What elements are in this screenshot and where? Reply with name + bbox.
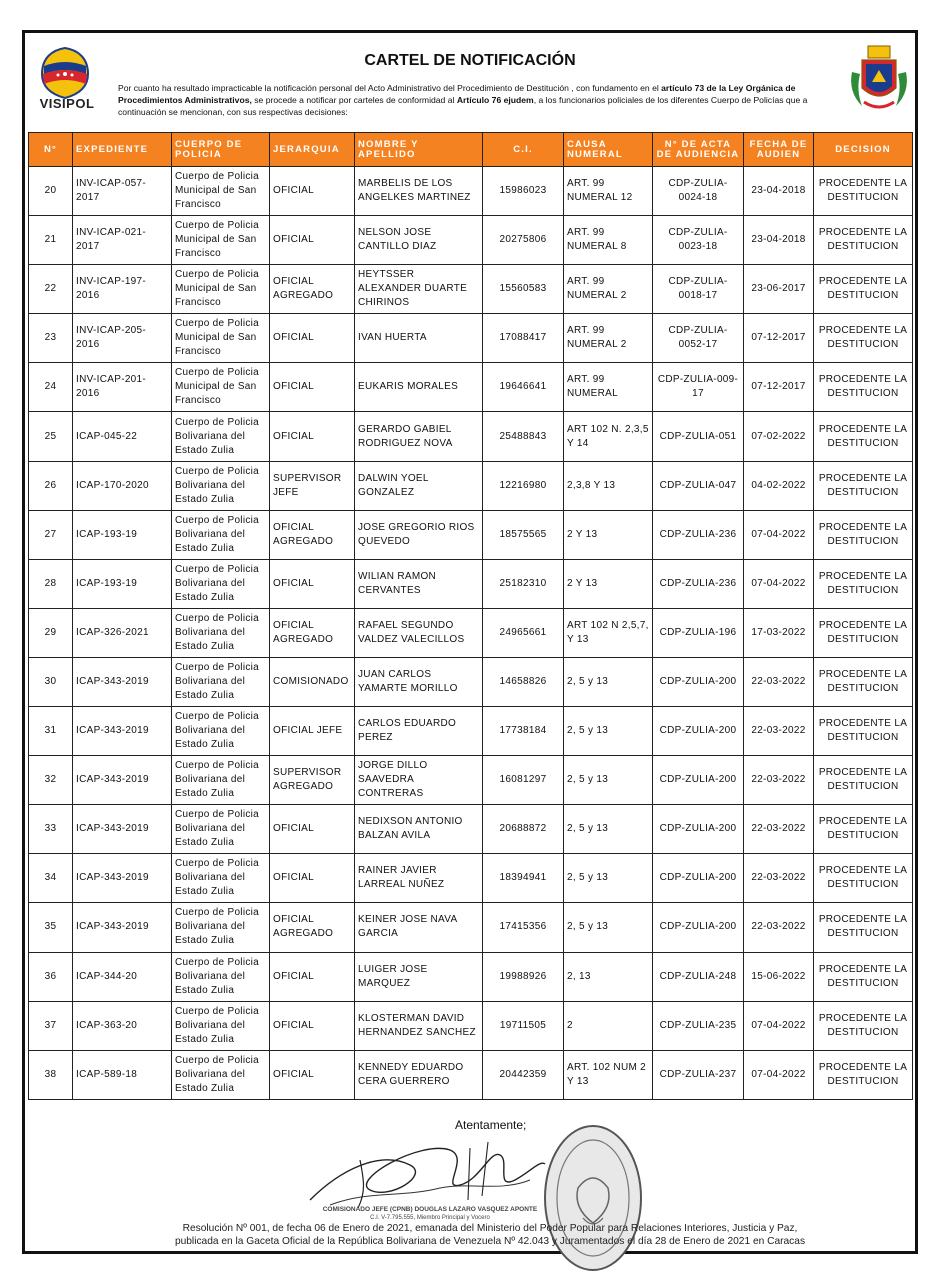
table-row xyxy=(29,903,913,952)
row-number: 29 xyxy=(29,608,73,657)
row-number: 24 xyxy=(29,363,73,412)
row-causa: 2 xyxy=(564,1001,653,1050)
row-cuerpo: Cuerpo de Policia Bolivariana del Estado Zulia xyxy=(172,854,270,903)
row-ci: 12216980 xyxy=(483,461,564,510)
row-ci: 17088417 xyxy=(483,314,564,363)
row-nombre: JUAN CARLOS YAMARTE MORILLO xyxy=(355,657,483,706)
row-decision: PROCEDENTE LA DESTITUCION xyxy=(814,805,913,854)
row-decision: PROCEDENTE LA DESTITUCION xyxy=(814,1001,913,1050)
row-ci: 16081297 xyxy=(483,756,564,805)
official-seal-stamp xyxy=(538,1118,648,1278)
row-causa: 2, 5 y 13 xyxy=(564,707,653,756)
row-fecha: 07-12-2017 xyxy=(744,363,814,412)
row-fecha: 22-03-2022 xyxy=(744,707,814,756)
row-expediente: INV-ICAP-201-2016 xyxy=(73,363,172,412)
row-acta: CDP-ZULIA-200 xyxy=(653,903,744,952)
row-jerarquia: OFICIAL AGREGADO xyxy=(270,510,355,559)
table-row xyxy=(29,756,913,805)
row-nombre: DALWIN YOEL GONZALEZ xyxy=(355,461,483,510)
row-nombre: EUKARIS MORALES xyxy=(355,363,483,412)
row-decision: PROCEDENTE LA DESTITUCION xyxy=(814,707,913,756)
row-fecha: 07-04-2022 xyxy=(744,510,814,559)
row-causa: ART. 99 NUMERAL 8 xyxy=(564,216,653,265)
row-cuerpo: Cuerpo de Policia Municipal de San Francisco xyxy=(172,314,270,363)
row-ci: 15986023 xyxy=(483,167,564,216)
intro-bold-1: artículo 73 de la Ley Orgánica de Procedimientos Administrativos, xyxy=(118,83,796,105)
table-row xyxy=(29,265,913,314)
column-header-decision: DECISION xyxy=(814,133,913,167)
row-jerarquia: OFICIAL xyxy=(270,854,355,903)
intro-paragraph xyxy=(118,82,824,118)
row-fecha: 07-04-2022 xyxy=(744,1001,814,1050)
row-jerarquia: OFICIAL xyxy=(270,167,355,216)
table-row xyxy=(29,363,913,412)
row-ci: 17415356 xyxy=(483,903,564,952)
table-row xyxy=(29,461,913,510)
row-decision: PROCEDENTE LA DESTITUCION xyxy=(814,461,913,510)
intro-text-3: , a los funcionarios policiales de los diferentes Cuerpo de Policías que a continuación se mencionan, con sus respectivas decisiones: xyxy=(118,95,808,117)
row-ci: 14658826 xyxy=(483,657,564,706)
row-jerarquia: OFICIAL AGREGADO xyxy=(270,608,355,657)
row-ci: 18394941 xyxy=(483,854,564,903)
row-number: 31 xyxy=(29,707,73,756)
table-row xyxy=(29,1050,913,1099)
row-nombre: KLOSTERMAN DAVID HERNANDEZ SANCHEZ xyxy=(355,1001,483,1050)
zulia-coat-of-arms-icon xyxy=(846,42,912,116)
row-decision: PROCEDENTE LA DESTITUCION xyxy=(814,265,913,314)
row-number: 33 xyxy=(29,805,73,854)
table-row xyxy=(29,510,913,559)
notification-table xyxy=(28,132,913,1100)
row-nombre: MARBELIS DE LOS ANGELKES MARTINEZ xyxy=(355,167,483,216)
row-nombre: LUIGER JOSE MARQUEZ xyxy=(355,952,483,1001)
row-acta: CDP-ZULIA-051 xyxy=(653,412,744,461)
column-header-cuerpo: CUERPO DE POLICIA xyxy=(172,133,270,167)
row-cuerpo: Cuerpo de Policia Bolivariana del Estado Zulia xyxy=(172,805,270,854)
row-cuerpo: Cuerpo de Policia Bolivariana del Estado Zulia xyxy=(172,756,270,805)
row-expediente: ICAP-343-2019 xyxy=(73,854,172,903)
row-cuerpo: Cuerpo de Policia Bolivariana del Estado Zulia xyxy=(172,461,270,510)
row-acta: CDP-ZULIA-237 xyxy=(653,1050,744,1099)
row-jerarquia: OFICIAL xyxy=(270,952,355,1001)
row-expediente: INV-ICAP-205-2016 xyxy=(73,314,172,363)
row-nombre: KEINER JOSE NAVA GARCIA xyxy=(355,903,483,952)
row-cuerpo: Cuerpo de Policia Bolivariana del Estado Zulia xyxy=(172,608,270,657)
closing-salutation: Atentamente; xyxy=(455,1118,527,1132)
row-fecha: 22-03-2022 xyxy=(744,805,814,854)
row-expediente: ICAP-193-19 xyxy=(73,559,172,608)
page-title: CARTEL DE NOTIFICACIÓN xyxy=(364,52,576,69)
row-number: 21 xyxy=(29,216,73,265)
row-fecha: 04-02-2022 xyxy=(744,461,814,510)
row-fecha: 07-02-2022 xyxy=(744,412,814,461)
row-fecha: 07-04-2022 xyxy=(744,1050,814,1099)
row-cuerpo: Cuerpo de Policia Municipal de San Francisco xyxy=(172,216,270,265)
column-header-n: N° xyxy=(29,133,73,167)
row-number: 35 xyxy=(29,903,73,952)
column-header-causa: CAUSA NUMERAL xyxy=(564,133,653,167)
row-fecha: 17-03-2022 xyxy=(744,608,814,657)
row-cuerpo: Cuerpo de Policia Bolivariana del Estado Zulia xyxy=(172,707,270,756)
row-nombre: RAFAEL SEGUNDO VALDEZ VALECILLOS xyxy=(355,608,483,657)
row-decision: PROCEDENTE LA DESTITUCION xyxy=(814,1050,913,1099)
intro-text-2: se procede a notificar por carteles de conformidad al xyxy=(251,95,457,105)
row-jerarquia: OFICIAL xyxy=(270,363,355,412)
column-header-acta: N° DE ACTA DE AUDIENCIA xyxy=(653,133,744,167)
row-number: 30 xyxy=(29,657,73,706)
row-cuerpo: Cuerpo de Policia Bolivariana del Estado Zulia xyxy=(172,510,270,559)
row-causa: ART. 99 NUMERAL 2 xyxy=(564,314,653,363)
row-ci: 20442359 xyxy=(483,1050,564,1099)
row-ci: 20688872 xyxy=(483,805,564,854)
table-row xyxy=(29,1001,913,1050)
table-header-row xyxy=(29,133,913,167)
row-nombre: NELSON JOSE CANTILLO DIAZ xyxy=(355,216,483,265)
footer-line-2: publicada en la Gaceta Oficial de la República Bolivariana de Venezuela Nº 42.043 y Juramentados el día 28 de Enero de 2021 en Caracas xyxy=(174,1236,806,1247)
row-fecha: 23-06-2017 xyxy=(744,265,814,314)
row-acta: CDP-ZULIA-0024-18 xyxy=(653,167,744,216)
row-ci: 17738184 xyxy=(483,707,564,756)
row-cuerpo: Cuerpo de Policia Municipal de San Francisco xyxy=(172,265,270,314)
row-expediente: INV-ICAP-057-2017 xyxy=(73,167,172,216)
row-nombre: NEDIXSON ANTONIO BALZAN AVILA xyxy=(355,805,483,854)
row-ci: 25488843 xyxy=(483,412,564,461)
row-acta: CDP-ZULIA-009-17 xyxy=(653,363,744,412)
row-decision: PROCEDENTE LA DESTITUCION xyxy=(814,903,913,952)
row-decision: PROCEDENTE LA DESTITUCION xyxy=(814,510,913,559)
row-nombre: JOSE GREGORIO RIOS QUEVEDO xyxy=(355,510,483,559)
visipol-logo-text: VISIPOL xyxy=(39,96,95,111)
row-decision: PROCEDENTE LA DESTITUCION xyxy=(814,314,913,363)
row-causa: 2, 5 y 13 xyxy=(564,805,653,854)
row-ci: 19646641 xyxy=(483,363,564,412)
row-cuerpo: Cuerpo de Policia Municipal de San Francisco xyxy=(172,167,270,216)
row-expediente: ICAP-343-2019 xyxy=(73,657,172,706)
column-header-expediente: EXPEDIENTE xyxy=(73,133,172,167)
row-decision: PROCEDENTE LA DESTITUCION xyxy=(814,608,913,657)
row-causa: ART. 99 NUMERAL xyxy=(564,363,653,412)
row-jerarquia: OFICIAL xyxy=(270,559,355,608)
row-jerarquia: OFICIAL xyxy=(270,1001,355,1050)
intro-text-1: Por cuanto ha resultado impracticable la notificación personal del Acto Administrativo del Procedimiento de Destitución , con fundamento en el xyxy=(118,83,662,93)
row-nombre: CARLOS EDUARDO PEREZ xyxy=(355,707,483,756)
row-ci: 19988926 xyxy=(483,952,564,1001)
row-cuerpo: Cuerpo de Policia Bolivariana del Estado Zulia xyxy=(172,1001,270,1050)
row-ci: 18575565 xyxy=(483,510,564,559)
row-acta: CDP-ZULIA-200 xyxy=(653,707,744,756)
footer-line-1: Resolución Nº 001, de fecha 06 de Enero de 2021, emanada del Ministerio del Poder Popular para Relaciones Interiores, Justicia y Paz, xyxy=(182,1223,798,1234)
table-row xyxy=(29,559,913,608)
row-cuerpo: Cuerpo de Policia Bolivariana del Estado Zulia xyxy=(172,412,270,461)
row-jerarquia: OFICIAL xyxy=(270,1050,355,1099)
row-ci: 15560583 xyxy=(483,265,564,314)
intro-bold-2: Artículo 76 ejudem xyxy=(456,95,534,105)
row-nombre: WILIAN RAMON CERVANTES xyxy=(355,559,483,608)
row-number: 36 xyxy=(29,952,73,1001)
row-fecha: 22-03-2022 xyxy=(744,903,814,952)
column-header-nombre: NOMBRE Y APELLIDO xyxy=(355,133,483,167)
row-fecha: 22-03-2022 xyxy=(744,756,814,805)
row-acta: CDP-ZULIA-200 xyxy=(653,854,744,903)
row-fecha: 23-04-2018 xyxy=(744,167,814,216)
row-cuerpo: Cuerpo de Policia Bolivariana del Estado Zulia xyxy=(172,657,270,706)
table-row xyxy=(29,952,913,1001)
table-row xyxy=(29,167,913,216)
row-expediente: ICAP-193-19 xyxy=(73,510,172,559)
table-row xyxy=(29,314,913,363)
row-nombre: KENNEDY EDUARDO CERA GUERRERO xyxy=(355,1050,483,1099)
row-decision: PROCEDENTE LA DESTITUCION xyxy=(814,559,913,608)
row-number: 38 xyxy=(29,1050,73,1099)
row-ci: 19711505 xyxy=(483,1001,564,1050)
table-row xyxy=(29,854,913,903)
row-jerarquia: SUPERVISOR JEFE xyxy=(270,461,355,510)
row-ci: 25182310 xyxy=(483,559,564,608)
row-expediente: ICAP-344-20 xyxy=(73,952,172,1001)
table-row xyxy=(29,216,913,265)
signer-credentials: C.I. V-7.795.555, Miembro Principal y Vocero xyxy=(370,1215,490,1221)
row-expediente: ICAP-589-18 xyxy=(73,1050,172,1099)
column-header-fecha: FECHA DE AUDIEN xyxy=(744,133,814,167)
row-causa: ART. 99 NUMERAL 2 xyxy=(564,265,653,314)
row-causa: ART 102 N 2,5,7, Y 13 xyxy=(564,608,653,657)
row-jerarquia: OFICIAL AGREGADO xyxy=(270,903,355,952)
row-acta: CDP-ZULIA-0018-17 xyxy=(653,265,744,314)
row-jerarquia: SUPERVISOR AGREGADO xyxy=(270,756,355,805)
row-number: 26 xyxy=(29,461,73,510)
row-jerarquia: OFICIAL xyxy=(270,805,355,854)
row-jerarquia: OFICIAL xyxy=(270,216,355,265)
row-causa: 2, 5 y 13 xyxy=(564,903,653,952)
row-number: 32 xyxy=(29,756,73,805)
row-expediente: ICAP-343-2019 xyxy=(73,756,172,805)
row-jerarquia: COMISIONADO xyxy=(270,657,355,706)
table-row xyxy=(29,657,913,706)
row-causa: 2, 5 y 13 xyxy=(564,756,653,805)
row-causa: 2, 5 y 13 xyxy=(564,657,653,706)
row-fecha: 15-06-2022 xyxy=(744,952,814,1001)
row-ci: 24965661 xyxy=(483,608,564,657)
row-causa: 2, 13 xyxy=(564,952,653,1001)
row-expediente: ICAP-343-2019 xyxy=(73,805,172,854)
row-fecha: 22-03-2022 xyxy=(744,657,814,706)
row-nombre: JORGE DILLO SAAVEDRA CONTRERAS xyxy=(355,756,483,805)
row-expediente: ICAP-326-2021 xyxy=(73,608,172,657)
table-row xyxy=(29,608,913,657)
row-jerarquia: OFICIAL xyxy=(270,314,355,363)
row-nombre: RAINER JAVIER LARREAL NUÑEZ xyxy=(355,854,483,903)
row-causa: ART 102 N. 2,3,5 Y 14 xyxy=(564,412,653,461)
row-acta: CDP-ZULIA-047 xyxy=(653,461,744,510)
row-nombre: GERARDO GABIEL RODRIGUEZ NOVA xyxy=(355,412,483,461)
row-acta: CDP-ZULIA-200 xyxy=(653,756,744,805)
table-body xyxy=(29,167,913,1100)
resolution-footer xyxy=(120,1222,860,1248)
row-cuerpo: Cuerpo de Policia Bolivariana del Estado Zulia xyxy=(172,903,270,952)
row-causa: 2 Y 13 xyxy=(564,559,653,608)
row-acta: CDP-ZULIA-236 xyxy=(653,559,744,608)
row-decision: PROCEDENTE LA DESTITUCION xyxy=(814,854,913,903)
table-row xyxy=(29,805,913,854)
row-decision: PROCEDENTE LA DESTITUCION xyxy=(814,216,913,265)
row-decision: PROCEDENTE LA DESTITUCION xyxy=(814,167,913,216)
row-decision: PROCEDENTE LA DESTITUCION xyxy=(814,363,913,412)
row-jerarquia: OFICIAL JEFE xyxy=(270,707,355,756)
row-causa: 2,3,8 Y 13 xyxy=(564,461,653,510)
row-expediente: ICAP-045-22 xyxy=(73,412,172,461)
row-decision: PROCEDENTE LA DESTITUCION xyxy=(814,412,913,461)
row-acta: CDP-ZULIA-0023-18 xyxy=(653,216,744,265)
row-fecha: 07-12-2017 xyxy=(744,314,814,363)
row-acta: CDP-ZULIA-236 xyxy=(653,510,744,559)
row-ci: 20275806 xyxy=(483,216,564,265)
row-acta: CDP-ZULIA-248 xyxy=(653,952,744,1001)
row-decision: PROCEDENTE LA DESTITUCION xyxy=(814,952,913,1001)
row-expediente: ICAP-343-2019 xyxy=(73,903,172,952)
row-fecha: 07-04-2022 xyxy=(744,559,814,608)
row-jerarquia: OFICIAL xyxy=(270,412,355,461)
row-cuerpo: Cuerpo de Policia Bolivariana del Estado Zulia xyxy=(172,559,270,608)
row-acta: CDP-ZULIA-200 xyxy=(653,657,744,706)
row-acta: CDP-ZULIA-196 xyxy=(653,608,744,657)
row-number: 20 xyxy=(29,167,73,216)
row-number: 37 xyxy=(29,1001,73,1050)
row-expediente: ICAP-343-2019 xyxy=(73,707,172,756)
row-acta: CDP-ZULIA-235 xyxy=(653,1001,744,1050)
row-expediente: INV-ICAP-197-2016 xyxy=(73,265,172,314)
row-number: 27 xyxy=(29,510,73,559)
row-cuerpo: Cuerpo de Policia Bolivariana del Estado Zulia xyxy=(172,1050,270,1099)
row-causa: ART. 99 NUMERAL 12 xyxy=(564,167,653,216)
row-fecha: 23-04-2018 xyxy=(744,216,814,265)
row-number: 22 xyxy=(29,265,73,314)
table-row xyxy=(29,412,913,461)
row-causa: 2 Y 13 xyxy=(564,510,653,559)
row-decision: PROCEDENTE LA DESTITUCION xyxy=(814,657,913,706)
row-causa: ART. 102 NUM 2 Y 13 xyxy=(564,1050,653,1099)
row-expediente: ICAP-170-2020 xyxy=(73,461,172,510)
row-expediente: INV-ICAP-021-2017 xyxy=(73,216,172,265)
row-number: 28 xyxy=(29,559,73,608)
row-expediente: ICAP-363-20 xyxy=(73,1001,172,1050)
row-fecha: 22-03-2022 xyxy=(744,854,814,903)
signer-name: COMISIONADO JEFE (CPNB) DOUGLAS LAZARO VASQUEZ APONTE xyxy=(322,1206,538,1213)
row-acta: CDP-ZULIA-200 xyxy=(653,805,744,854)
row-acta: CDP-ZULIA-0052-17 xyxy=(653,314,744,363)
row-number: 25 xyxy=(29,412,73,461)
row-cuerpo: Cuerpo de Policia Bolivariana del Estado Zulia xyxy=(172,952,270,1001)
row-number: 23 xyxy=(29,314,73,363)
column-header-jerarquia: JERARQUIA xyxy=(270,133,355,167)
row-decision: PROCEDENTE LA DESTITUCION xyxy=(814,756,913,805)
row-jerarquia: OFICIAL AGREGADO xyxy=(270,265,355,314)
row-cuerpo: Cuerpo de Policia Municipal de San Francisco xyxy=(172,363,270,412)
row-nombre: IVAN HUERTA xyxy=(355,314,483,363)
row-causa: 2, 5 y 13 xyxy=(564,854,653,903)
column-header-ci: C.I. xyxy=(483,133,564,167)
row-nombre: HEYTSSER ALEXANDER DUARTE CHIRINOS xyxy=(355,265,483,314)
row-number: 34 xyxy=(29,854,73,903)
table-row xyxy=(29,707,913,756)
